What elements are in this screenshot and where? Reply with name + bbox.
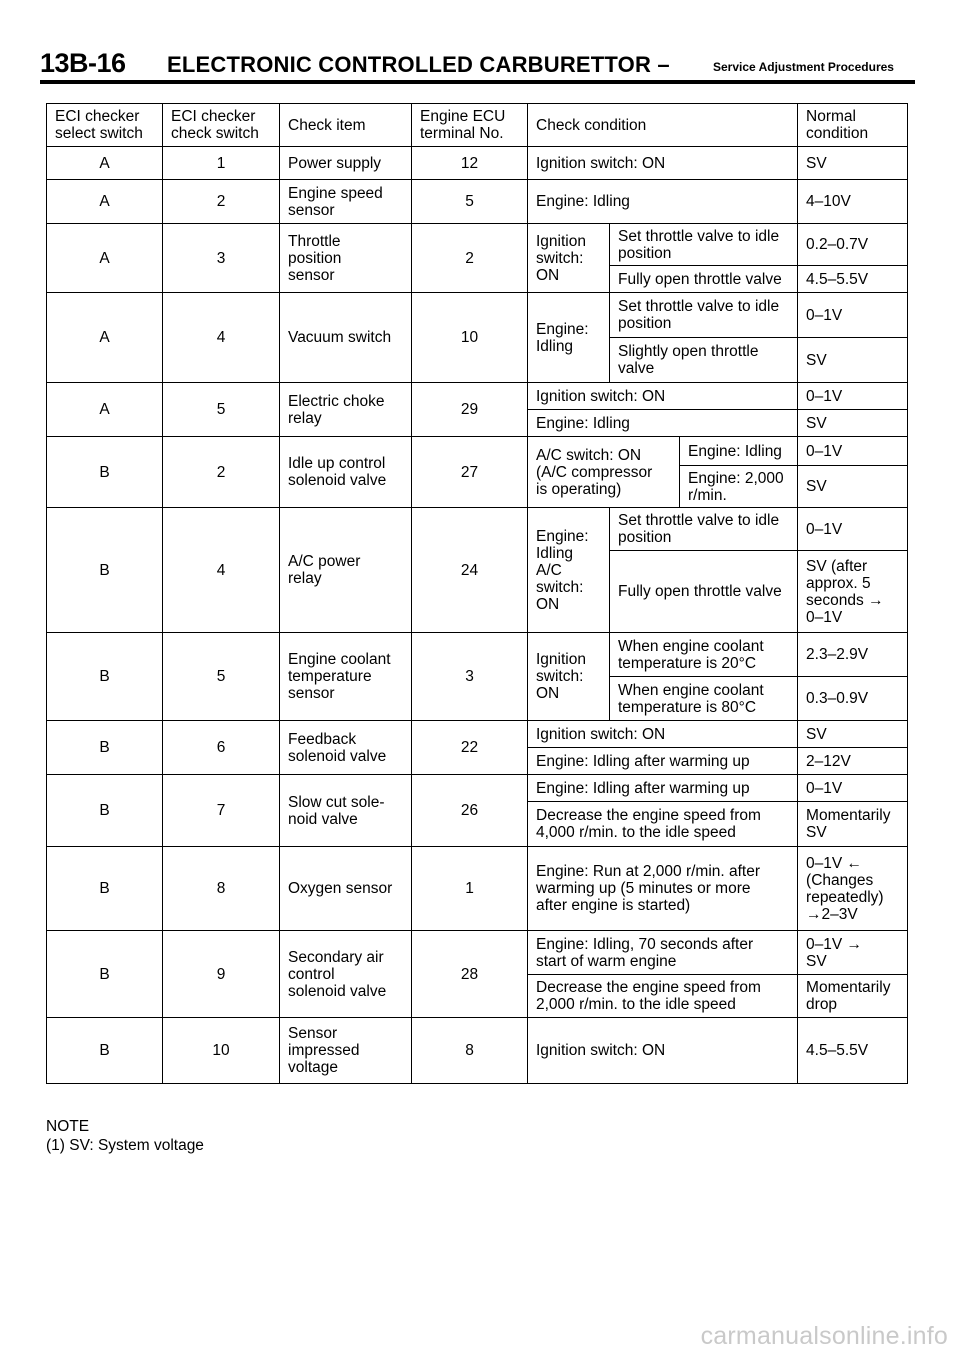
check-item-cell: Secondary air control solenoid valve [280,931,412,1018]
terminal-cell: 10 [412,293,528,383]
sub-condition-cell: Decrease the engine speed from 2,000 r/min. to the idle speed [528,975,798,1018]
condition-group-cell: Ignition switch: ON [528,633,610,721]
note-heading: NOTE [46,1118,90,1135]
sub-condition-cell: When engine coolant temperature is 20°C [610,633,798,677]
select-switch-cell: B [47,847,163,931]
check-switch-cell: 4 [163,508,280,633]
normal-cell: 0–1V ← (Changes repeatedly) →2–3V [798,847,908,931]
check-switch-cell: 2 [163,437,280,508]
condition-cell: Engine: Idling [528,180,798,224]
normal-cell: 2.3–2.9V [798,633,908,677]
check-switch-cell: 3 [163,224,280,293]
normal-cell: SV [798,410,908,437]
col-header-terminal: Engine ECU terminal No. [412,104,528,147]
normal-cell: SV (after approx. 5 seconds → 0–1V [798,551,908,633]
table-row [47,508,908,551]
normal-cell: 4.5–5.5V [798,1018,908,1084]
normal-cell: 0–1V → SV [798,931,908,975]
table-row [47,721,908,748]
table-row [47,931,908,975]
table-row [47,847,908,931]
normal-cell: 4–10V [798,180,908,224]
normal-cell: 0–1V [798,383,908,410]
condition-group-cell: Engine: Idling [528,293,610,383]
normal-cell: Momentarily SV [798,802,908,847]
check-item-cell: Idle up control solenoid valve [280,437,412,508]
page-header [40,48,915,78]
terminal-cell: 2 [412,224,528,293]
title-separator: – [657,52,670,77]
check-item-cell: Power supply [280,147,412,180]
normal-cell: 0–1V [798,437,908,466]
sub-condition-cell: Engine: 2,000 r/min. [680,466,798,508]
terminal-cell: 27 [412,437,528,508]
check-switch-cell: 7 [163,775,280,847]
normal-cell: SV [798,721,908,748]
check-switch-cell: 10 [163,1018,280,1084]
sub-condition-cell: Decrease the engine speed from 4,000 r/min. to the idle speed [528,802,798,847]
check-switch-cell: 8 [163,847,280,931]
select-switch-cell: B [47,931,163,1018]
check-item-cell: A/C power relay [280,508,412,633]
select-switch-cell: A [47,224,163,293]
check-item-cell: Throttle position sensor [280,224,412,293]
check-switch-cell: 9 [163,931,280,1018]
select-switch-cell: B [47,508,163,633]
table-row [47,383,908,410]
terminal-cell: 29 [412,383,528,437]
sub-condition-cell: Engine: Idling [528,410,798,437]
condition-cell: Ignition switch: ON [528,1018,798,1084]
col-header-select-switch: ECI checker select switch [47,104,163,147]
check-item-cell: Engine coolant temperature sensor [280,633,412,721]
title-text: ELECTRONIC CONTROLLED CARBURETTOR [167,52,652,77]
condition-group-cell: Ignition switch: ON [528,224,610,293]
sub-condition-cell: Ignition switch: ON [528,383,798,410]
col-header-normal-condition: Normal condition [798,104,908,147]
table-row [47,775,908,802]
select-switch-cell: A [47,383,163,437]
normal-cell: 0.3–0.9V [798,677,908,721]
table-row [47,224,908,266]
check-item-cell: Electric choke relay [280,383,412,437]
normal-cell: Momentarily drop [798,975,908,1018]
terminal-cell: 28 [412,931,528,1018]
sub-condition-cell: Slightly open throttle valve [610,338,798,383]
normal-cell: SV [798,147,908,180]
sub-condition-cell: Ignition switch: ON [528,721,798,748]
sub-condition-cell: Engine: Idling [680,437,798,466]
normal-cell: 0–1V [798,508,908,551]
check-item-cell: Sensor impressed voltage [280,1018,412,1084]
check-switch-cell: 5 [163,633,280,721]
condition-cell: Ignition switch: ON [528,147,798,180]
normal-cell: 0–1V [798,293,908,338]
normal-cell: SV [798,338,908,383]
terminal-cell: 1 [412,847,528,931]
check-switch-cell: 2 [163,180,280,224]
note-block [46,1117,204,1155]
check-switch-cell: 4 [163,293,280,383]
condition-cell: Engine: Run at 2,000 r/min. after warming up (5 minutes or more after engine is started) [528,847,798,931]
select-switch-cell: A [47,180,163,224]
header-rule [40,80,915,84]
table-row [47,633,908,677]
table-row [47,147,908,180]
sub-condition-cell: Fully open throttle valve [610,551,798,633]
select-switch-cell: B [47,775,163,847]
check-switch-cell: 6 [163,721,280,775]
site-watermark: carmanualsonline.info [700,1322,948,1350]
terminal-cell: 8 [412,1018,528,1084]
terminal-cell: 5 [412,180,528,224]
sub-condition-cell: Engine: Idling after warming up [528,775,798,802]
normal-cell: 0.2–0.7V [798,224,908,266]
check-item-cell: Oxygen sensor [280,847,412,931]
terminal-cell: 24 [412,508,528,633]
sub-condition-cell: Engine: Idling after warming up [528,748,798,775]
select-switch-cell: B [47,1018,163,1084]
condition-group-cell: A/C switch: ON (A/C compressor is operating) [528,437,680,508]
normal-cell: SV [798,466,908,508]
sub-condition-cell: Set throttle valve to idle position [610,508,798,551]
check-item-cell: Slow cut sole- noid valve [280,775,412,847]
condition-group-cell: Engine: Idling A/C switch: ON [528,508,610,633]
normal-cell: 4.5–5.5V [798,266,908,293]
table-header-row [47,104,908,147]
eci-check-table [46,103,908,1084]
table-row [47,293,908,338]
terminal-cell: 26 [412,775,528,847]
terminal-cell: 3 [412,633,528,721]
check-item-cell: Engine speed sensor [280,180,412,224]
table-row [47,1018,908,1084]
col-header-check-switch: ECI checker check switch [163,104,280,147]
sub-condition-cell: Set throttle valve to idle position [610,293,798,338]
sub-condition-cell: When engine coolant temperature is 80°C [610,677,798,721]
terminal-cell: 12 [412,147,528,180]
normal-cell: 0–1V [798,775,908,802]
select-switch-cell: A [47,147,163,180]
terminal-cell: 22 [412,721,528,775]
check-switch-cell: 5 [163,383,280,437]
sub-condition-cell: Engine: Idling, 70 seconds after start of warm engine [528,931,798,975]
page-number: 13B-16 [40,48,126,78]
table-row [47,180,908,224]
page-subtitle: Service Adjustment Procedures [713,60,894,74]
check-item-cell: Feedback solenoid valve [280,721,412,775]
check-switch-cell: 1 [163,147,280,180]
select-switch-cell: B [47,437,163,508]
page-title [167,52,670,78]
note-item: (1) SV: System voltage [46,1137,204,1154]
col-header-check-condition: Check condition [528,104,798,147]
select-switch-cell: B [47,633,163,721]
normal-cell: 2–12V [798,748,908,775]
table-row [47,437,908,466]
col-header-check-item: Check item [280,104,412,147]
check-item-cell: Vacuum switch [280,293,412,383]
sub-condition-cell: Fully open throttle valve [610,266,798,293]
select-switch-cell: A [47,293,163,383]
select-switch-cell: B [47,721,163,775]
sub-condition-cell: Set throttle valve to idle position [610,224,798,266]
